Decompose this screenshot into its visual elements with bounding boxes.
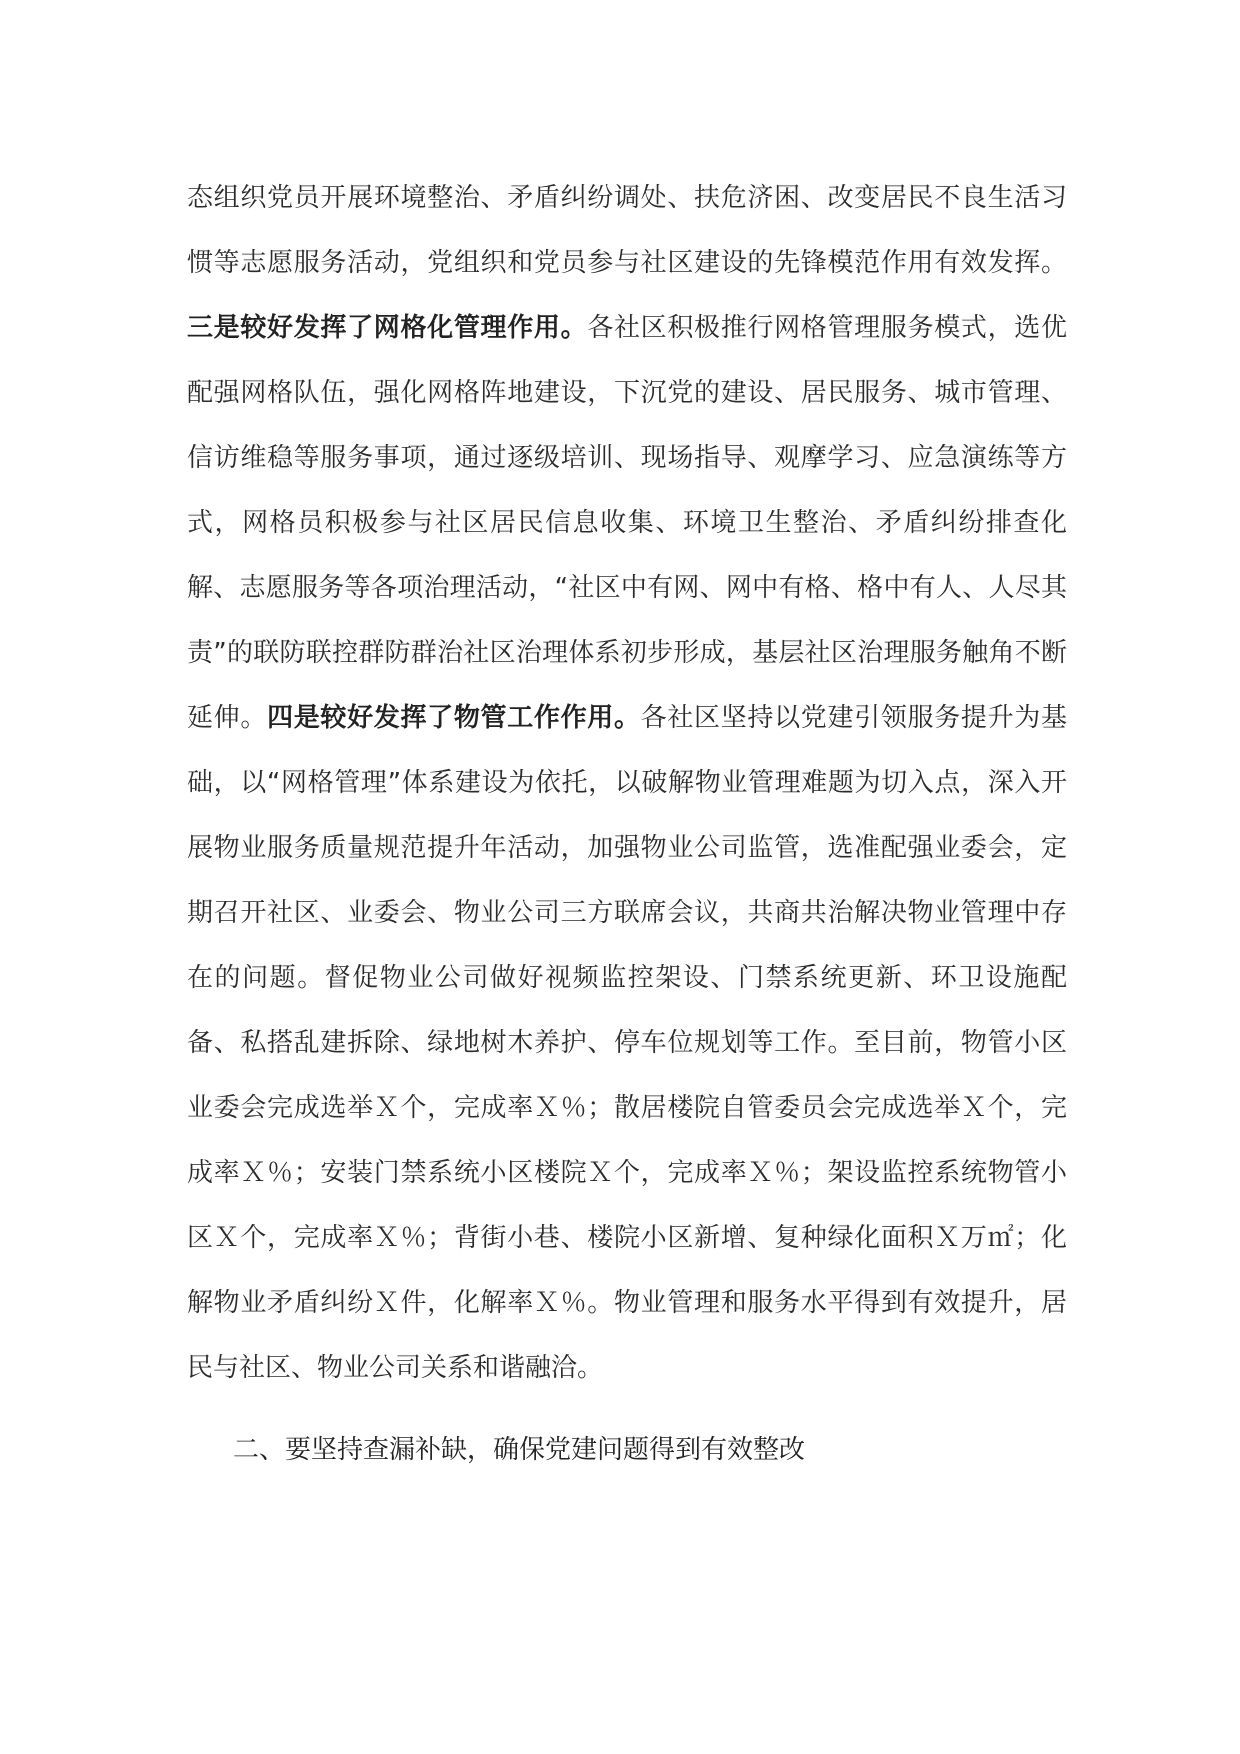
bold-lead-sentence-three: 三是较好发挥了网格化管理作用。 <box>187 313 588 343</box>
paragraph-text-segment: 态组织党员开展环境整治、矛盾纠纷调处、扶危济困、改变居民不良生活习惯等志愿服务活动，党组织和党员参与社区建设的先锋模范作用有效发挥。 <box>187 183 1067 278</box>
body-paragraph <box>187 166 1067 1401</box>
paragraph-text-segment: 各社区积极推行网格管理服务模式，选优配强网格队伍，强化网格阵地建设，下沉党的建设、居民服务、城市管理、信访维稳等服务事项，通过逐级培训、现场指导、观摩学习、应急演练等方式，网格员积极参与社区居民信息收集、环境卫生整治、矛盾纠纷排查化解、志愿服务等各项治理活动，“社区中有网、网中有格、格中有人、人尽其责”的联防联控群防群治社区治理体系初步形成，基层社区治理服务触角不断延伸。 <box>187 313 1067 733</box>
paragraph-text-segment: 各社区坚持以党建引领服务提升为基础，以“网格管理”体系建设为依托，以破解物业管理难题为切入点，深入开展物业服务质量规范提升年活动，加强物业公司监管，选准配强业委会，定期召开社区、业委会、物业公司三方联席会议，共商共治解决物业管理中存在的问题。督促物业公司做好视频监控架设、门禁系统更新、环卫设施配备、私搭乱建拆除、绿地树木养护、停车位规划等工作。至目前，物管小区业委会完成选举Ｘ个，完成率Ｘ％；散居楼院自管委员会完成选举Ｘ个，完成率Ｘ％；安装门禁系统小区楼院Ｘ个，完成率Ｘ％；架设监控系统物管小区Ｘ个，完成率Ｘ％；背街小巷、楼院小区新增、复种绿化面积Ｘ万㎡；化解物业矛盾纠纷Ｘ件，化解率Ｘ％。物业管理和服务水平得到有效提升，居民与社区、物业公司关系和谐融洽。 <box>187 703 1067 1383</box>
bold-lead-sentence-four: 四是较好发挥了物管工作作用。 <box>267 703 641 733</box>
section-heading: 二、要坚持查漏补缺，确保党建问题得到有效整改 <box>233 1435 806 1465</box>
